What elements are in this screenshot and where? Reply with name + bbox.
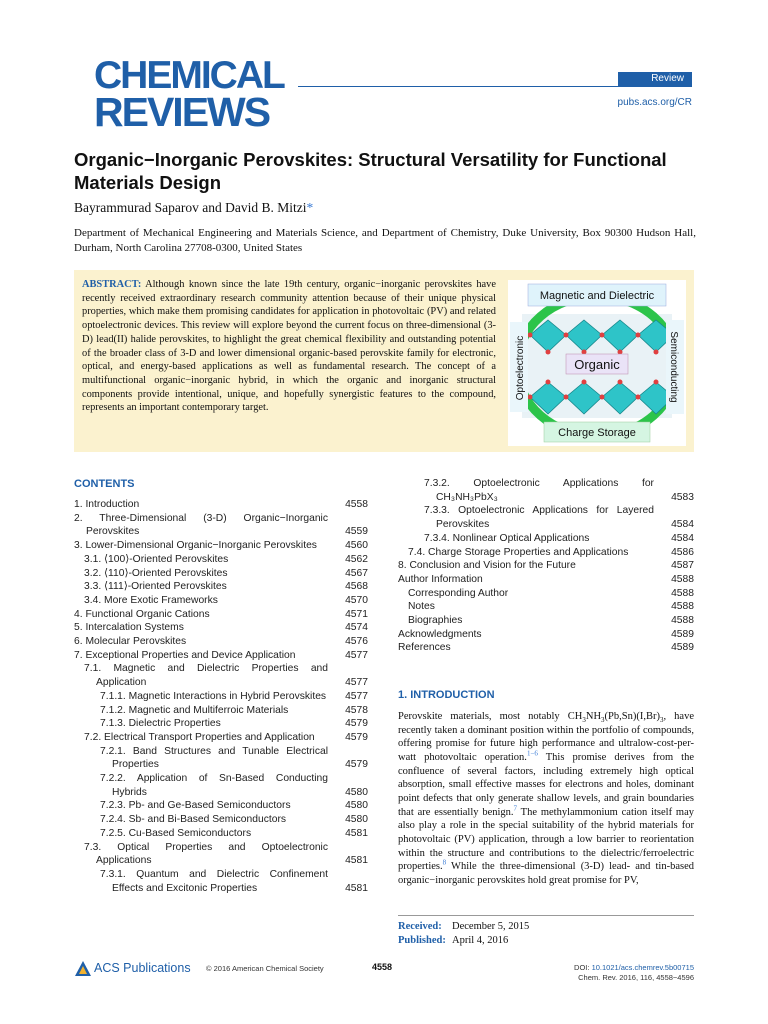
toc-entry[interactable] bbox=[84, 841, 368, 868]
toc-entry-title: 7.1.2. Magnetic and Multiferroic Materials bbox=[100, 704, 289, 716]
graphic-label-top: Magnetic and Dielectric bbox=[539, 290, 655, 302]
abstract-body: Although known since the late 19th century, organic−inorganic perovskites have recently received extraordinary research community attention because of their unique physical properties, which make them promising candidates for application in photovoltaic (PV) and related optoelectronic devices. This review will explore beyond the current focus on three-dimensional (3-D) lead(II) halide perovskites, to highlight the great chemical flexibility and outstanding potential of the broader class of 3-D and lower dimensional organic-based perovskite family for electronic, optical, and energy-based applications as well as fundamental research. The concept of a multifunctional organic−inorganic hybrid, in which the organic and inorganic structural components provide intentional, unique, and hopefully synergistic features to the compound, represents an important contemporary target. bbox=[82, 279, 496, 414]
toc-entry[interactable] bbox=[408, 600, 694, 614]
toc-entry[interactable] bbox=[74, 498, 368, 512]
copyright-notice: © 2016 American Chemical Society bbox=[206, 964, 324, 973]
toc-entry-page: 4584 bbox=[671, 532, 694, 544]
toc-entry-page: 4588 bbox=[671, 601, 694, 613]
toc-entry-title: 3.4. More Exotic Frameworks bbox=[84, 594, 218, 606]
toc-entry-title: 7.3. Optical Properties and Optoelectronic Applications bbox=[84, 841, 328, 867]
toc-entry-page: 4578 bbox=[345, 704, 368, 716]
publisher-name: ACS Publications bbox=[94, 961, 191, 975]
toc-entry[interactable] bbox=[100, 745, 368, 772]
toc-entry[interactable] bbox=[424, 532, 694, 546]
toc-entry-page: 4584 bbox=[671, 519, 694, 531]
formula-part: (Pb,Sn)(I,Br) bbox=[604, 711, 660, 722]
toc-entry-page: 4588 bbox=[671, 573, 694, 585]
toc-entry-title: Acknowledgments bbox=[398, 628, 482, 640]
toc-entry-title: 5. Intercalation Systems bbox=[74, 622, 184, 634]
toc-entry-page: 4579 bbox=[345, 731, 368, 743]
acs-logo-icon bbox=[74, 960, 92, 978]
intro-text-2: , have recently taken a dominant position within the portfolio of compounds, offering promise for future high performance and ultralow-cost-per-watt photovoltaic operation. bbox=[398, 711, 694, 763]
toc-entry-page: 4580 bbox=[345, 800, 368, 812]
toc-entry-page: 4560 bbox=[345, 540, 368, 552]
formula-subscript: 3 bbox=[601, 716, 605, 725]
toc-entry[interactable] bbox=[74, 608, 368, 622]
reference-link[interactable]: 7 bbox=[513, 804, 518, 813]
toc-entry-title: 3.1. ⟨100⟩-Oriented Perovskites bbox=[84, 553, 229, 565]
toc-entry[interactable] bbox=[74, 621, 368, 635]
toc-entry[interactable] bbox=[84, 594, 368, 608]
doi-block bbox=[520, 963, 694, 983]
published-label: Published: bbox=[398, 935, 446, 946]
toc-entry-page: 4589 bbox=[671, 642, 694, 654]
formula-subscript: 3 bbox=[659, 716, 664, 725]
toc-entry-title: 7.2. Electrical Transport Properties and Application bbox=[84, 731, 315, 743]
received-label: Received: bbox=[398, 921, 442, 932]
toc-entry-page: 4580 bbox=[345, 786, 368, 798]
header-rule bbox=[298, 86, 692, 87]
toc-entry[interactable] bbox=[74, 539, 368, 553]
toc-entry[interactable] bbox=[74, 635, 368, 649]
published-date: April 4, 2016 bbox=[452, 935, 509, 946]
toc-entry-title: 1. Introduction bbox=[74, 499, 140, 510]
journal-logo bbox=[94, 54, 284, 135]
journal-logo-line2: REVIEWS bbox=[94, 89, 270, 135]
toc-entry-page: 4580 bbox=[345, 814, 368, 826]
toc-entry-page: 4567 bbox=[345, 567, 368, 579]
toc-entry-page: 4581 bbox=[345, 882, 368, 894]
toc-entry-page: 4568 bbox=[345, 581, 368, 593]
article-dates bbox=[398, 920, 529, 948]
section-heading-introduction: 1. INTRODUCTION bbox=[398, 689, 495, 701]
toc-entry[interactable] bbox=[100, 717, 368, 731]
toc-entry[interactable] bbox=[100, 704, 368, 718]
toc-entry-page: 4576 bbox=[345, 636, 368, 648]
toc-entry[interactable] bbox=[408, 587, 694, 601]
intro-text-1: Perovskite materials, most notably bbox=[398, 711, 568, 722]
toc-entry-page: 4562 bbox=[345, 553, 368, 565]
toc-entry[interactable] bbox=[84, 580, 368, 594]
toc-entry[interactable] bbox=[100, 813, 368, 827]
contents-heading: CONTENTS bbox=[74, 478, 135, 490]
toc-entry[interactable] bbox=[84, 731, 368, 745]
intro-text-4: The methylammonium cation itself may also play a role in the special suitability of the hybrid materials for photovoltaic (PV) application, through a low barrier to reorientation within the structure and contributions to the dielectric/ferroelectric properties. bbox=[398, 806, 694, 873]
toc-entry-page: 4589 bbox=[671, 628, 694, 640]
toc-entry[interactable] bbox=[84, 662, 368, 689]
toc-entry-page: 4588 bbox=[671, 615, 694, 627]
toc-entry-page: 4587 bbox=[671, 560, 694, 572]
toc-entry-title: 7.2.3. Pb- and Ge-Based Semiconductors bbox=[100, 800, 291, 812]
toc-entry[interactable] bbox=[74, 649, 368, 663]
toc-entry-title: References bbox=[398, 642, 451, 654]
toc-entry-title: Notes bbox=[408, 601, 435, 613]
toc-entry-page: 4577 bbox=[345, 677, 368, 689]
graphic-label-center: Organic bbox=[574, 357, 620, 372]
abstract bbox=[82, 278, 496, 415]
formula-part: NH bbox=[585, 711, 602, 722]
formula-part: CH bbox=[567, 711, 583, 722]
toc-entry-title: 7.1.3. Dielectric Properties bbox=[100, 718, 221, 730]
author-names: Bayrammurad Saparov and David B. Mitzi bbox=[74, 200, 307, 215]
toc-entry-page: 4559 bbox=[345, 526, 368, 538]
toc-entry-title: 7.2.2. Application of Sn-Based Conducting Hybrids bbox=[100, 773, 328, 798]
toc-entry-page: 4581 bbox=[345, 855, 368, 867]
toc-entry[interactable] bbox=[100, 690, 368, 704]
toc-entry-page: 4579 bbox=[345, 718, 368, 730]
toc-entry-title: 7.4. Charge Storage Properties and Applications bbox=[408, 546, 629, 558]
toc-entry-page: 4570 bbox=[345, 594, 368, 606]
toc-entry-title: 2. Three-Dimensional (3-D) Organic−Inorganic Perovskites bbox=[74, 512, 328, 538]
reference-link[interactable]: 8 bbox=[442, 858, 447, 867]
toc-entry-page: 4571 bbox=[345, 608, 368, 620]
abstract-label: ABSTRACT: bbox=[82, 279, 142, 290]
toc-entry-page: 4581 bbox=[345, 827, 368, 839]
toc-entry-page: 4583 bbox=[671, 491, 694, 503]
intro-text-5: While the three-dimensional (3-D) lead- and tin-based organic−inorganic perovskites hold great promise for PV, bbox=[398, 861, 694, 886]
author-list bbox=[74, 200, 313, 216]
formula-subscript: 3 bbox=[582, 716, 586, 725]
graphic-label-bottom: Charge Storage bbox=[558, 427, 636, 439]
toc-entry[interactable] bbox=[408, 546, 694, 560]
graphic-label-left: Optoelectronic bbox=[515, 335, 526, 401]
toc-entry[interactable] bbox=[84, 553, 368, 567]
toc-entry-page: 4579 bbox=[345, 759, 368, 771]
toc-entry-page: 4577 bbox=[345, 690, 368, 702]
toc-entry-title: 3. Lower-Dimensional Organic−Inorganic Perovskites bbox=[74, 540, 317, 552]
toc-entry-title: 7.1.1. Magnetic Interactions in Hybrid Perovskites bbox=[100, 690, 327, 702]
toc-entry[interactable] bbox=[424, 477, 694, 504]
toc-entry-title: 7.3.2. Optoelectronic Applications for CH₃NH₃PbX₃ bbox=[424, 478, 654, 503]
toc-entry-title: 6. Molecular Perovskites bbox=[74, 636, 187, 648]
toc-entry-title: 8. Conclusion and Vision for the Future bbox=[398, 560, 576, 572]
toc-entry-title: Biographies bbox=[408, 615, 463, 627]
toc-entry[interactable] bbox=[408, 614, 694, 628]
toc-entry-page: 4558 bbox=[345, 499, 368, 510]
intro-text-3: This promise derives from the confluence of several factors, including extremely high optical absorption, small effective masses for electrons and holes, dominant point defects that only generate shallow levels, and grain boundaries that are essentially benign. bbox=[398, 751, 694, 818]
journal-url-link[interactable]: pubs.acs.org/CR bbox=[617, 97, 692, 108]
toc-entry-title: 3.3. ⟨111⟩-Oriented Perovskites bbox=[84, 581, 227, 593]
dates-divider bbox=[398, 915, 694, 916]
toc-graphic bbox=[508, 280, 686, 446]
page-number: 4558 bbox=[372, 962, 393, 972]
toc-column-left bbox=[74, 498, 368, 895]
toc-entry[interactable] bbox=[74, 512, 368, 539]
toc-entry-page: 4588 bbox=[671, 587, 694, 599]
toc-entry[interactable] bbox=[398, 559, 694, 573]
reference-link[interactable]: 1−6 bbox=[526, 749, 538, 758]
toc-entry[interactable] bbox=[100, 868, 368, 895]
toc-entry-title: 7.3.1. Quantum and Dielectric Confinement Effects and Excitonic Properties bbox=[100, 868, 328, 894]
toc-entry-title: 4. Functional Organic Cations bbox=[74, 608, 210, 620]
journal-logo-line1: CHEMICAL bbox=[94, 54, 284, 97]
toc-entry-title: 3.2. ⟨110⟩-Oriented Perovskites bbox=[84, 567, 228, 579]
toc-entry-title: 7.3.4. Nonlinear Optical Applications bbox=[424, 532, 590, 544]
toc-entry-page: 4586 bbox=[671, 546, 694, 558]
toc-entry[interactable] bbox=[424, 504, 694, 531]
introduction-paragraph bbox=[398, 710, 694, 888]
graphic-label-right: Semiconducting bbox=[668, 331, 679, 403]
toc-entry-title: 7. Exceptional Properties and Device Application bbox=[74, 649, 296, 661]
toc-entry[interactable] bbox=[100, 772, 368, 799]
toc-entry[interactable] bbox=[100, 799, 368, 813]
received-date: December 5, 2015 bbox=[452, 921, 530, 932]
toc-entry[interactable] bbox=[84, 567, 368, 581]
doi-label: DOI: bbox=[574, 963, 592, 972]
toc-entry[interactable] bbox=[100, 827, 368, 841]
toc-entry[interactable] bbox=[398, 573, 694, 587]
toc-entry-title: 7.2.1. Band Structures and Tunable Electrical Properties bbox=[100, 745, 328, 771]
article-title: Organic−Inorganic Perovskites: Structural Versatility for Functional Materials Design bbox=[74, 149, 667, 193]
toc-entry-page: 4574 bbox=[345, 622, 368, 634]
toc-entry-title: 7.1. Magnetic and Dielectric Properties and Application bbox=[84, 663, 328, 689]
toc-entry-title: 7.2.4. Sb- and Bi-Based Semiconductors bbox=[100, 814, 287, 826]
article-type-badge: Review bbox=[618, 72, 692, 86]
citation: Chem. Rev. 2016, 116, 4558−4596 bbox=[578, 973, 694, 982]
toc-entry-page: 4577 bbox=[345, 649, 368, 661]
toc-column-right bbox=[398, 477, 694, 655]
toc-entry[interactable] bbox=[398, 628, 694, 642]
corresponding-author-mark[interactable]: * bbox=[306, 200, 314, 215]
doi-link[interactable]: 10.1021/acs.chemrev.5b00715 bbox=[591, 963, 694, 972]
toc-entry-title: Author Information bbox=[398, 573, 483, 585]
toc-entry-title: Corresponding Author bbox=[408, 587, 509, 599]
author-affiliation: Department of Mechanical Engineering and Materials Science, and Department of Chemistry, Duke University, Box 90300 Hudson Hall, Durham, North Carolina 27708-0300, United States bbox=[74, 227, 696, 254]
toc-entry-title: 7.2.5. Cu-Based Semiconductors bbox=[100, 827, 252, 839]
toc-entry-title: 7.3.3. Optoelectronic Applications for Layered Perovskites bbox=[424, 505, 654, 531]
toc-entry[interactable] bbox=[398, 641, 694, 655]
